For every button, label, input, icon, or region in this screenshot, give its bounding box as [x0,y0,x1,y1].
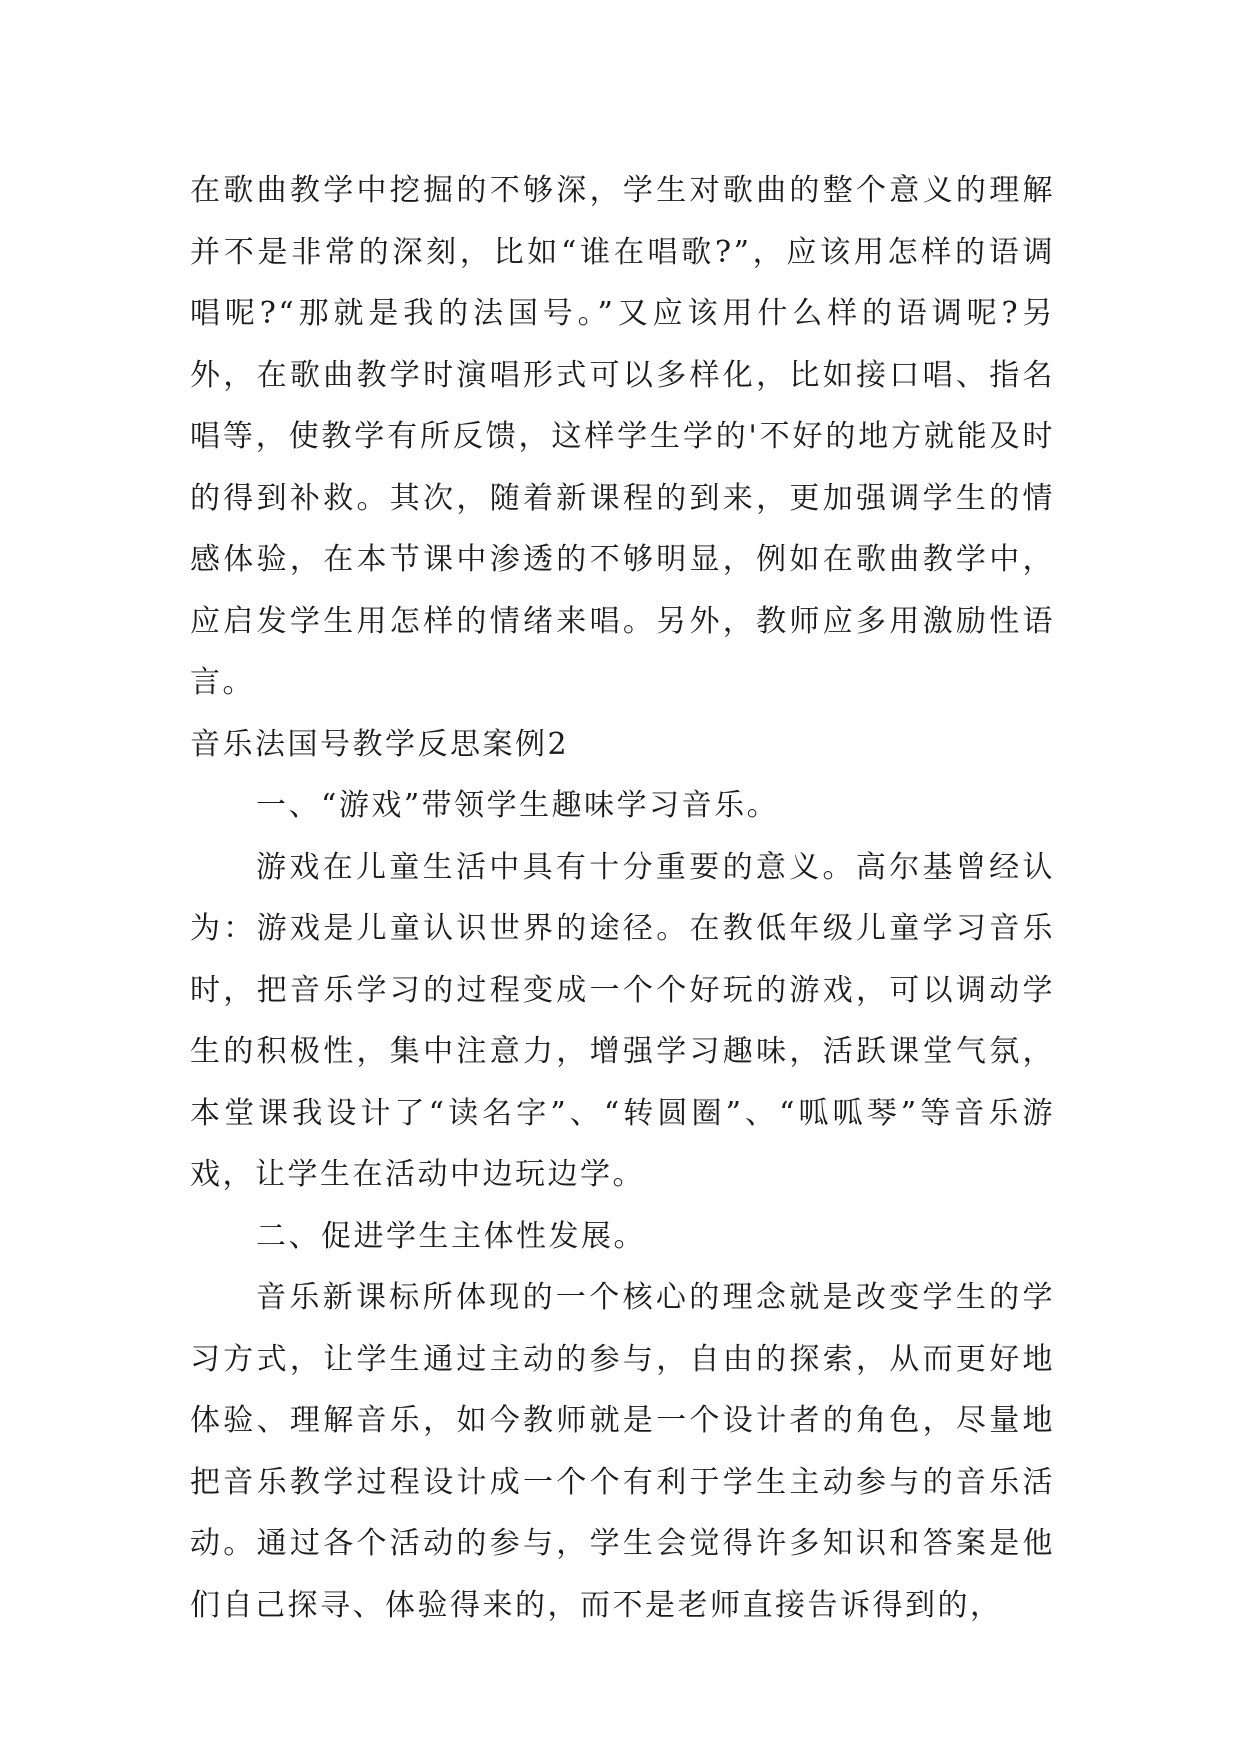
section-title: 音乐法国号教学反思案例2 [190,726,570,762]
subheading-student-development: 二、促进学生主体性发展。 [256,1218,646,1254]
document-page [190,160,1055,1636]
paragraph-continued: 在歌曲教学中挖掘的不够深，学生对歌曲的整个意义的理解并不是非常的深刻，比如“谁在唱歌?”，应该用怎样的语调唱呢?“那就是我的法国号。”又应该用什么样的语调呢?另外，在歌曲教学时演唱形式可以多样化，比如接口唱、指名唱等，使教学有所反馈，这样学生学的'不好的地方就能及时的得到补救。其次，随着新课程的到来，更加强调学生的情感体验，在本节课中渗透的不够明显，例如在歌曲教学中，应启发学生用怎样的情绪来唱。另外，教师应多用激励性语言。 [190,173,1055,700]
subheading-game: 一、“游戏”带领学生趣味学习音乐。 [256,788,780,823]
paragraph-curriculum: 音乐新课标所体现的一个核心的理念就是改变学生的学习方式，让学生通过主动的参与，自由的探索，从而更好地体验、理解音乐，如今教师就是一个设计者的角色，尽量地把音乐教学过程设计成一个个有利于学生主动参与的音乐活动。通过各个活动的参与，学生会觉得许多知识和答案是他们自己探寻、体验得来的，而不是老师直接告诉得到的， [190,1280,1055,1623]
paragraph-game: 游戏在儿童生活中具有十分重要的意义。高尔基曾经认为：游戏是儿童认识世界的途径。在教低年级儿童学习音乐时，把音乐学习的过程变成一个个好玩的游戏，可以调动学生的积极性，集中注意力，增强学习趣味，活跃课堂气氛，本堂课我设计了“读名字”、“转圆圈”、“呱呱琴”等音乐游戏，让学生在活动中边玩边学。 [190,849,1055,1192]
